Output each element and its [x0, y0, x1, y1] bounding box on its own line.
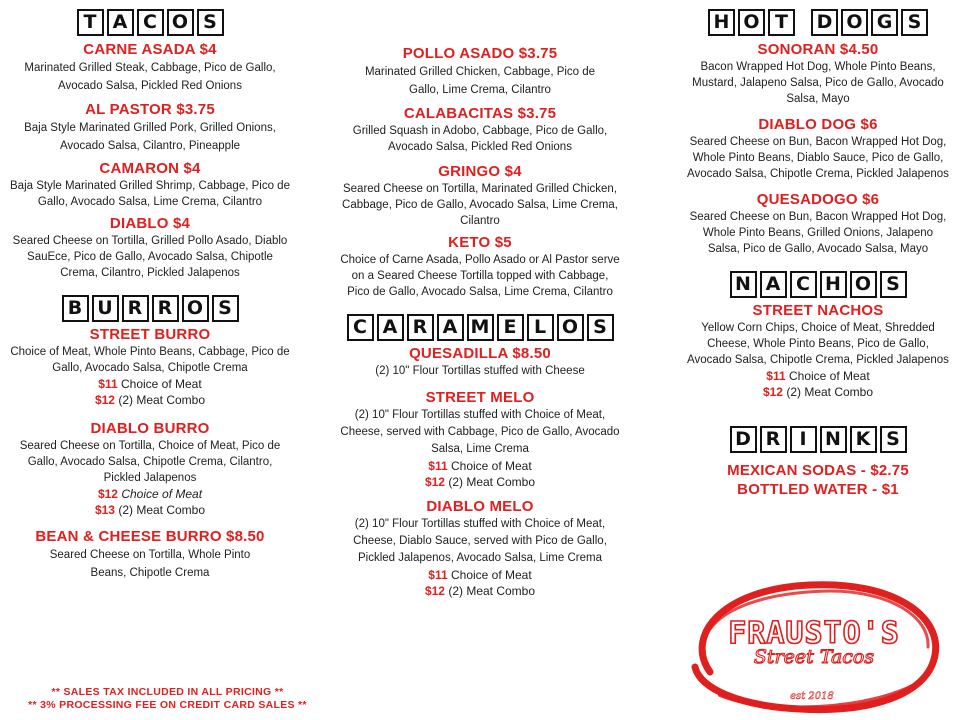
- item-name: QUESADILLA $8.50: [409, 345, 551, 362]
- drink-item: BOTTLED WATER - $1: [737, 481, 899, 498]
- price-label: (2) Meat Combo: [786, 385, 874, 399]
- header-letter-tile: C: [790, 271, 817, 298]
- header-letter-tile: T: [768, 9, 795, 36]
- logo-title: FRAUSTO'S: [728, 616, 900, 651]
- drink-item: MEXICAN SODAS - $2.75: [727, 462, 909, 479]
- item-description: (2) 10" Flour Tortillas stuffed with Cheese: [375, 365, 585, 377]
- price: $12: [424, 475, 445, 489]
- item-description: Grilled Squash in Adobo, Cabbage, Pico de Gallo, Avocado Salsa, Pickled Red Onions: [352, 125, 608, 153]
- item-name: DIABLO MELO: [426, 498, 534, 515]
- item-description: Seared Cheese on Bun, Bacon Wrapped Hot Dog, Whole Pinto Beans, Grilled Onions, Jalapeno Salsa, Pico de Gallo, Avocado Salsa, Mayo: [689, 211, 947, 255]
- header-letter-tile: R: [407, 314, 434, 341]
- item-description: Bacon Wrapped Hot Dog, Whole Pinto Beans, Mustard, Jalapeno Salsa, Pico de Gallo, Avocado Salsa, Mayo: [692, 61, 944, 105]
- item-description: Seared Cheese on Tortilla, Marinated Grilled Chicken, Cabbage, Pico de Gallo, Avocado Salsa, Lime Crema, Cilantro: [342, 183, 618, 227]
- header-letter-tile: S: [197, 9, 224, 36]
- left-column: [0, 0, 300, 582]
- header-letter-tile: A: [760, 271, 787, 298]
- item-name: BEAN & CHEESE BURRO $8.50: [35, 528, 265, 545]
- item-name: AL PASTOR $3.75: [85, 101, 215, 118]
- header-letter-tile: D: [730, 426, 757, 453]
- header-letter-tile: C: [347, 314, 374, 341]
- price-label: Choice of Meat: [120, 377, 202, 391]
- price: $12: [424, 584, 445, 598]
- logo-est: est 2018: [790, 691, 834, 702]
- header-letter-tile: L: [527, 314, 554, 341]
- nachos-header: [676, 271, 960, 298]
- price-label: Choice of Meat: [121, 487, 203, 501]
- item-name: DIABLO DOG $6: [758, 116, 878, 133]
- item-name: STREET MELO: [425, 389, 535, 406]
- price-label: Choice of Meat: [788, 369, 870, 383]
- header-letter-tile: R: [152, 295, 179, 322]
- header-letter-tile: G: [871, 9, 898, 36]
- item-name: CALABACITAS $3.75: [403, 105, 557, 122]
- header-letter-tile: R: [760, 426, 787, 453]
- item-description: (2) 10" Flour Tortillas stuffed with Choice of Meat, Cheese, served with Cabbage, Pico de Gallo, Avocado Salsa, Lime Crema: [340, 409, 620, 455]
- price-label: Choice of Meat: [450, 459, 532, 473]
- price-line: [330, 458, 630, 474]
- price-line: [330, 474, 630, 490]
- item-name: CARNE ASADA $4: [83, 41, 217, 58]
- item-description: Marinated Grilled Chicken, Cabbage, Pico de Gallo, Lime Crema, Cilantro: [364, 66, 596, 96]
- caramelos-header: [330, 314, 630, 341]
- price-label: (2) Meat Combo: [118, 393, 206, 407]
- item-name: QUESADOGO $6: [756, 191, 880, 208]
- menu-item-al-pastor: [0, 101, 300, 155]
- header-letter-tile: T: [77, 9, 104, 36]
- menu-item-camaron: [0, 160, 300, 210]
- price-line: [0, 486, 300, 502]
- header-letter-tile: S: [880, 271, 907, 298]
- price-line: [676, 368, 960, 384]
- header-letter-tile: D: [811, 9, 838, 36]
- price-line: [330, 583, 630, 599]
- item-name: POLLO ASADO $3.75: [402, 45, 558, 62]
- price: $12: [97, 487, 118, 501]
- header-letter-tile: B: [62, 295, 89, 322]
- price-label: Choice of Meat: [450, 568, 532, 582]
- header-letter-tile: N: [730, 271, 757, 298]
- item-description: Seared Cheese on Tortilla, Grilled Pollo Asado, Diablo SauEce, Pico de Gallo, Avocado Salsa, Chipotle Crema, Cilantro, Pickled Jalapenos: [12, 235, 288, 279]
- header-space: [798, 9, 808, 36]
- price-line: [676, 384, 960, 400]
- item-description: Seared Cheese on Tortilla, Whole Pinto Beans, Chipotle Crema: [49, 549, 251, 579]
- item-description: Choice of Meat, Whole Pinto Beans, Cabbage, Pico de Gallo, Avocado Salsa, Chipotle Crema: [10, 346, 290, 374]
- header-letter-tile: O: [167, 9, 194, 36]
- price-line: [330, 567, 630, 583]
- header-letter-tile: A: [377, 314, 404, 341]
- price: $11: [766, 369, 786, 383]
- header-letter-tile: O: [841, 9, 868, 36]
- card-fee-note: ** 3% PROCESSING FEE ON CREDIT CARD SALES **: [28, 699, 307, 711]
- logo-subtitle: Street Tacos: [753, 646, 875, 668]
- price-label: (2) Meat Combo: [448, 584, 536, 598]
- item-description: Seared Cheese on Bun, Bacon Wrapped Hot Dog, Whole Pinto Beans, Diablo Sauce, Pico de Gallo, Avocado Salsa, Chipotle Crema, Pickled Jalapenos: [687, 136, 949, 180]
- menu-item-diablo-melo: [330, 498, 630, 599]
- header-letter-tile: H: [820, 271, 847, 298]
- price: $11: [428, 459, 448, 473]
- fraustos-logo: [680, 577, 948, 715]
- item-name: DIABLO BURRO: [90, 420, 210, 437]
- header-letter-tile: S: [901, 9, 928, 36]
- menu-item-diablo-burro: [0, 420, 300, 518]
- menu-item-diablo: [0, 215, 300, 281]
- item-description: Seared Cheese on Tortilla, Choice of Meat, Pico de Gallo, Avocado Salsa, Chipotle Crema, Cilantro, Pickled Jalapenos: [19, 440, 281, 484]
- item-description: (2) 10" Flour Tortillas stuffed with Choice of Meat, Cheese, Diablo Sauce, served with Pico de Gallo, Pickled Jalapenos, Avocado Salsa, Lime Crema: [353, 518, 607, 564]
- price-line: [0, 376, 300, 392]
- drinks-header: [676, 426, 960, 453]
- menu-item-diablo-dog: [676, 116, 960, 182]
- menu-item-gringo: [330, 163, 630, 229]
- item-name: STREET NACHOS: [752, 302, 884, 319]
- burros-header: [0, 295, 300, 322]
- menu-item-street-burro: [0, 326, 300, 408]
- header-letter-tile: C: [137, 9, 164, 36]
- header-letter-tile: N: [820, 426, 847, 453]
- header-letter-tile: O: [738, 9, 765, 36]
- price: $11: [98, 377, 118, 391]
- menu-item-pollo-asado: [330, 45, 630, 99]
- menu-item-bean-cheese-burro: [0, 528, 300, 582]
- item-description: Yellow Corn Chips, Choice of Meat, Shredded Cheese, Whole Pinto Beans, Pico de Gallo, Avocado Salsa, Chipotle Crema, Pickled Jalapenos: [687, 322, 949, 366]
- price: $12: [94, 393, 115, 407]
- item-name: SONORAN $4.50: [757, 41, 879, 58]
- item-name: DIABLO $4: [109, 215, 191, 232]
- header-letter-tile: I: [790, 426, 817, 453]
- menu-item-calabacitas: [330, 105, 630, 155]
- drinks-list: [676, 461, 960, 499]
- price-line: [0, 392, 300, 408]
- price-label: (2) Meat Combo: [448, 475, 536, 489]
- header-letter-tile: R: [122, 295, 149, 322]
- header-letter-tile: S: [880, 426, 907, 453]
- tacos-header: [0, 9, 300, 36]
- price-label: (2) Meat Combo: [118, 503, 206, 517]
- hotdogs-header: [676, 9, 960, 36]
- header-letter-tile: S: [212, 295, 239, 322]
- item-description: Choice of Carne Asada, Pollo Asado or Al Pastor serve on a Seared Cheese Tortilla topped with Cabbage, Pico de Gallo, Avocado Salsa, Lime Crema, Cilantro: [340, 254, 620, 298]
- footer-notes: [0, 686, 335, 712]
- header-letter-tile: A: [107, 9, 134, 36]
- middle-column: [330, 0, 630, 599]
- header-letter-tile: K: [850, 426, 877, 453]
- header-letter-tile: O: [557, 314, 584, 341]
- item-name: CAMARON $4: [99, 160, 201, 177]
- item-name: GRINGO $4: [438, 163, 522, 180]
- menu-item-street-melo: [330, 389, 630, 490]
- header-letter-tile: A: [437, 314, 464, 341]
- item-name: STREET BURRO: [89, 326, 211, 343]
- menu-item-quesadogo: [676, 191, 960, 257]
- price: $13: [94, 503, 115, 517]
- price-line: [0, 502, 300, 518]
- header-letter-tile: O: [182, 295, 209, 322]
- menu-item-carne-asada: [0, 41, 300, 95]
- tax-note: ** SALES TAX INCLUDED IN ALL PRICING **: [51, 686, 284, 698]
- menu-item-keto: [330, 234, 630, 300]
- header-letter-tile: E: [497, 314, 524, 341]
- header-letter-tile: M: [467, 314, 494, 341]
- item-description: Baja Style Marinated Grilled Pork, Grilled Onions, Avocado Salsa, Cilantro, Pineapple: [24, 122, 276, 152]
- menu-item-street-nachos: [676, 302, 960, 400]
- price: $11: [428, 568, 448, 582]
- header-letter-tile: S: [587, 314, 614, 341]
- header-letter-tile: H: [708, 9, 735, 36]
- right-column: [676, 0, 960, 499]
- header-letter-tile: O: [850, 271, 877, 298]
- header-letter-tile: U: [92, 295, 119, 322]
- price: $12: [762, 385, 783, 399]
- menu-item-sonoran: [676, 41, 960, 107]
- menu-item-quesadilla: [330, 345, 630, 379]
- item-name: KETO $5: [448, 234, 512, 251]
- item-description: Baja Style Marinated Grilled Shrimp, Cabbage, Pico de Gallo, Avocado Salsa, Lime Crema, Cilantro: [10, 180, 290, 208]
- item-description: Marinated Grilled Steak, Cabbage, Pico de Gallo, Avocado Salsa, Pickled Red Onions: [24, 62, 276, 92]
